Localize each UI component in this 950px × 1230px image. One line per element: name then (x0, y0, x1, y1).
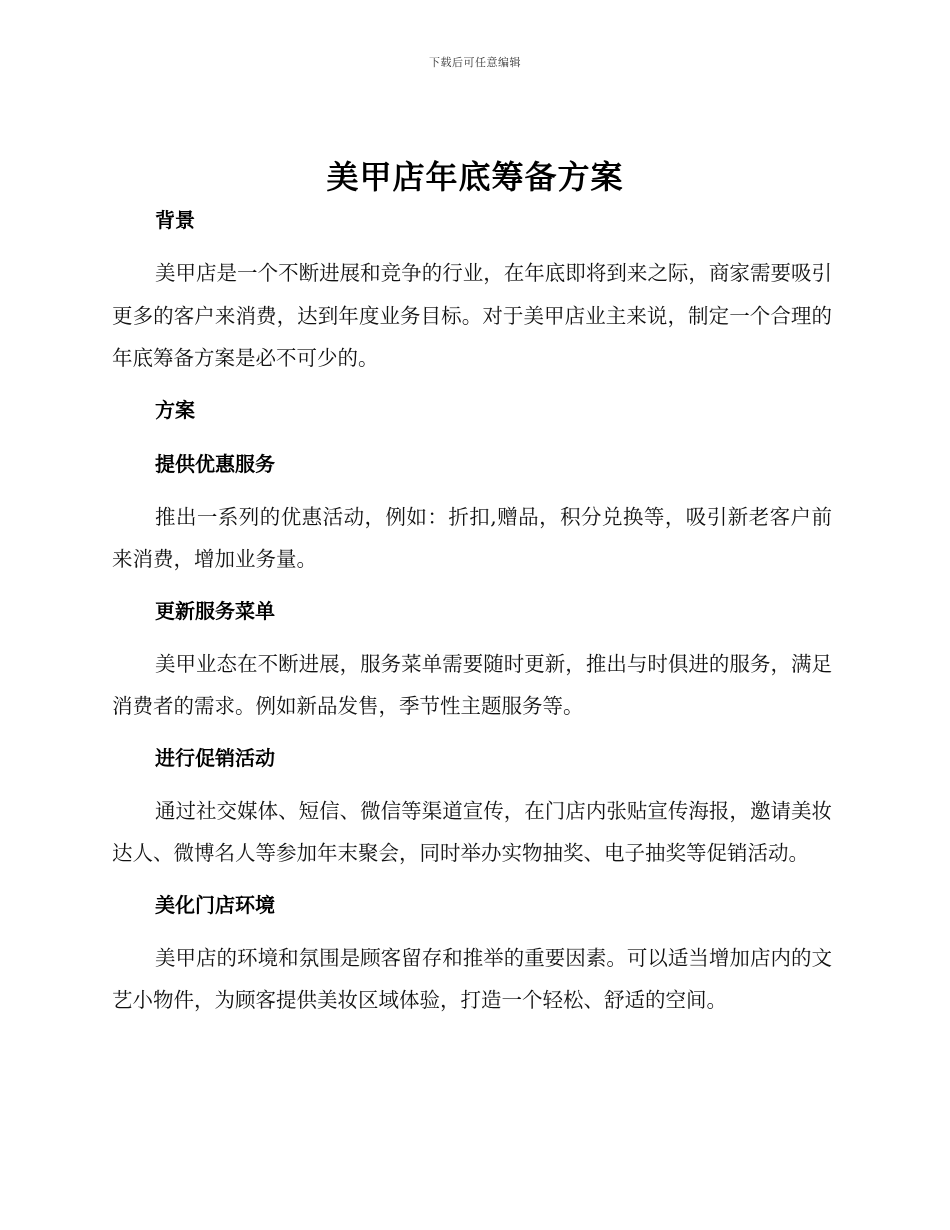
section-paragraph-promotion: 通过社交媒体、短信、微信等渠道宣传，在门店内张贴宣传海报，邀请美妆达人、微博名人等参加年末聚会，同时举办实物抽奖、电子抽奖等促销活动。 (112, 798, 832, 865)
section-heading-promotion: 进行促销活动 (155, 745, 275, 770)
document-body (112, 200, 832, 1022)
section-heading-store-environment: 美化门店环境 (155, 892, 275, 917)
header-note: 下载后可任意编辑 (429, 56, 521, 69)
section-heading-update-menu: 更新服务菜单 (155, 598, 275, 623)
document-title: 美甲店年底筹备方案 (326, 158, 624, 196)
section-paragraph-store-environment: 美甲店的环境和氛围是顾客留存和推举的重要因素。可以适当增加店内的文艺小物件，为顾客提供美妆区域体验，打造一个轻松、舒适的空间。 (112, 945, 832, 1012)
section-heading-background: 背景 (155, 208, 195, 232)
section-paragraph-update-menu: 美甲业态在不断进展，服务菜单需要随时更新，推出与时俱进的服务，满足消费者的需求。例如新品发售，季节性主题服务等。 (112, 651, 832, 718)
section-heading-plan: 方案 (155, 397, 195, 422)
section-heading-discount-service: 提供优惠服务 (155, 451, 275, 476)
section-paragraph-discount-service: 推出一系列的优惠活动，例如：折扣,赠品，积分兑换等，吸引新老客户前来消费，增加业务量。 (112, 504, 832, 571)
section-paragraph-background: 美甲店是一个不断进展和竞争的行业，在年底即将到来之际，商家需要吸引更多的客户来消费，达到年度业务目标。对于美甲店业主来说，制定一个合理的年底筹备方案是必不可少的。 (112, 261, 832, 370)
